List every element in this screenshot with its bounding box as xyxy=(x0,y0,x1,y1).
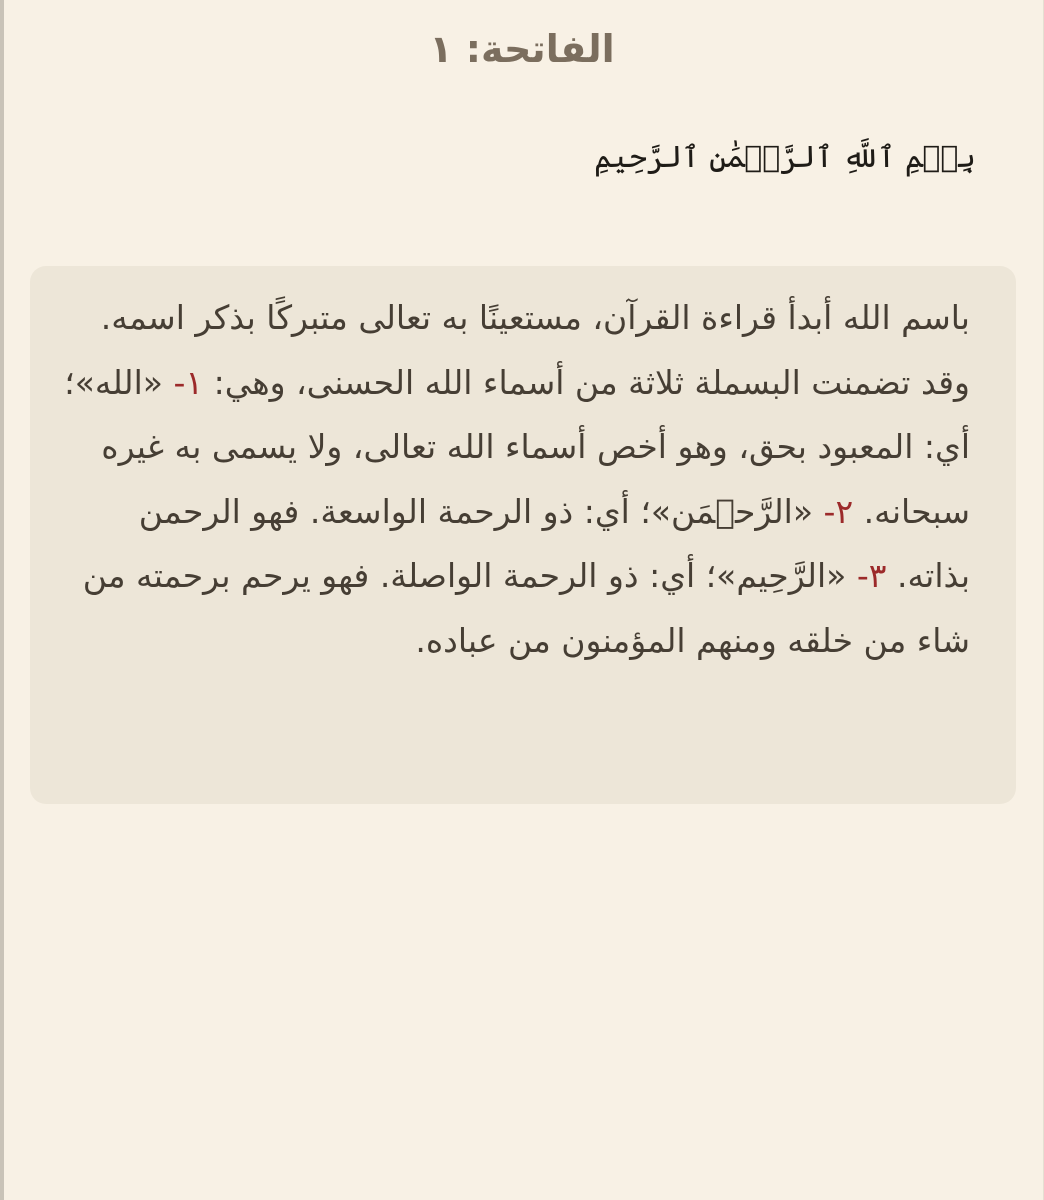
tafsir-number-2: ٢- xyxy=(823,491,854,531)
tafsir-number-1: ١- xyxy=(173,362,204,402)
tafsir-segment-2: «الله»؛ أي: المعبود بحق، وهو أخص أسماء الله تعالى، ولا يسمى به غيره سبحانه. xyxy=(64,362,970,531)
window-left-edge xyxy=(0,0,4,1200)
tafsir-box xyxy=(30,266,1016,804)
tafsir-segment-1: باسم الله أبدأ قراءة القرآن، مستعينًا به تعالى متبركًا بذكر اسمه. وقد تضمنت البسملة ثلاثة من أسماء الله الحسنى، وهي: xyxy=(100,298,970,402)
tafsir-segment-4: «الرَّحِيم»؛ أي: ذو الرحمة الواصلة. فهو يرحم برحمته من شاء من خلقه ومنهم المؤمنون من عباده. xyxy=(82,556,970,660)
tafsir-number-3: ٣- xyxy=(856,556,887,596)
tafsir-segment-3: «الرَّحۡمَن»؛ أي: ذو الرحمة الواسعة. فهو الرحمن بذاته. xyxy=(138,491,970,596)
basmala-calligraphy: بِسۡمِ ٱللَّهِ ٱلرَّحۡمَٰنِ ٱلرَّحِيمِ xyxy=(594,140,976,175)
surah-heading: الفاتحة: ١ xyxy=(429,27,615,71)
tafsir-text xyxy=(60,286,970,674)
